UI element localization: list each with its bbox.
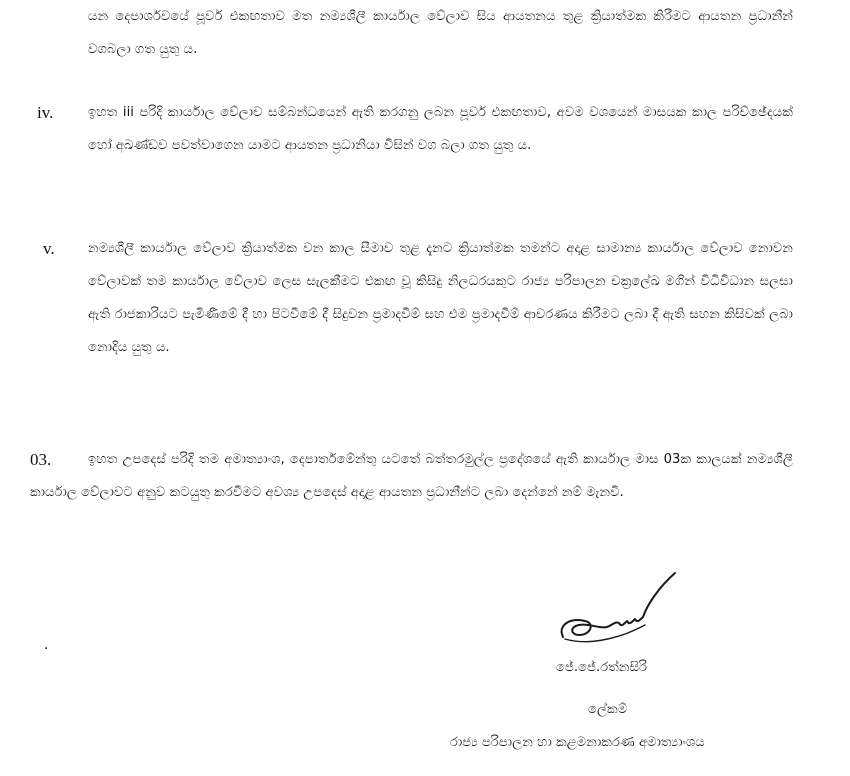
section-number-03: 03. <box>30 450 52 469</box>
list-marker-v: v. <box>43 239 55 258</box>
stray-mark: . <box>44 637 49 653</box>
paragraph-iv: ඉහත iii පරිදි කාර්යාල වේලාව සම්බන්ධයෙන් ඇති කරගනු ලබන පූර්ව එකඟතාව, අවම වශයෙන් මාසයක කාල පරිච්ඡේදයක් හෝ අඛණ්ඩව පවත්වාගෙන යාමට ආයතන ප්‍රධානියා විසින් වග බලා ගත යුතු ය. <box>88 105 793 153</box>
paragraph-03: ඉහත උපදෙස් පරිදි තම අමාත්‍යාංශ, දෙපාර්තමේන්තු යටතේ බත්තරමුල්ල ප්‍රදේශයේ ඇති කාර්යාල මාස 03ක කාලයක් නම්‍යශීලී කාර්යාල වේලාවට අනුව කටයුතු කරවීමට අවශ්‍ය උපදෙස් අදාළ ආයතන ප්‍රධානීන්ට ලබා දෙන්නේ නම් මැනවි. <box>30 452 793 500</box>
paragraph-continuation: යන දෙපාර්ශවයේ පූර්ව එකඟතාව මත නම්‍යශීලී කාර්යාල වේලාව සිය ආයතනය තුළ ක්‍රියාත්මක කිරීමට ආයතන ප්‍රධානීන් වගබලා ගත යුතු ය. <box>88 9 793 57</box>
handwritten-signature <box>555 565 690 655</box>
signatory-name: ජේ.ජේ.රත්නසිරි <box>556 660 648 675</box>
signatory-ministry: රාජ්‍ය පරිපාලන හා කළමනාකරණ අමාත්‍යාංශය <box>450 735 705 750</box>
paragraph-v: නම්‍යශීලී කාර්යාල වේලාව ක්‍රියාත්මක වන කාල සීමාව තුළ දැනට ක්‍රියාත්මක තමන්ට අදාළ සාමාන්‍ය කාර්යාල වේලාව නොවන වේලාවක් තම කාර්යාල වේලාව ලෙස සැලකීමට එකඟ වූ කිසිදු නිලධරයකුට රාජ්‍ය පරිපාලන චක්‍රලේඛ මගින් විධිවිධාන සලසා ඇති රාජකාරියට පැමිණීමේ දී හා පිටවීමේ දී සිදුවන ප්‍රමාදවීම් සහ එම ප්‍රමාදවීම් ආවරණය කිරීමට ලබා දී ඇති සහන කිසිවක් ලබා නොදිය යුතු ය. <box>88 241 793 355</box>
signatory-title: ලේකම් <box>588 702 628 717</box>
list-marker-iv: iv. <box>37 103 54 122</box>
